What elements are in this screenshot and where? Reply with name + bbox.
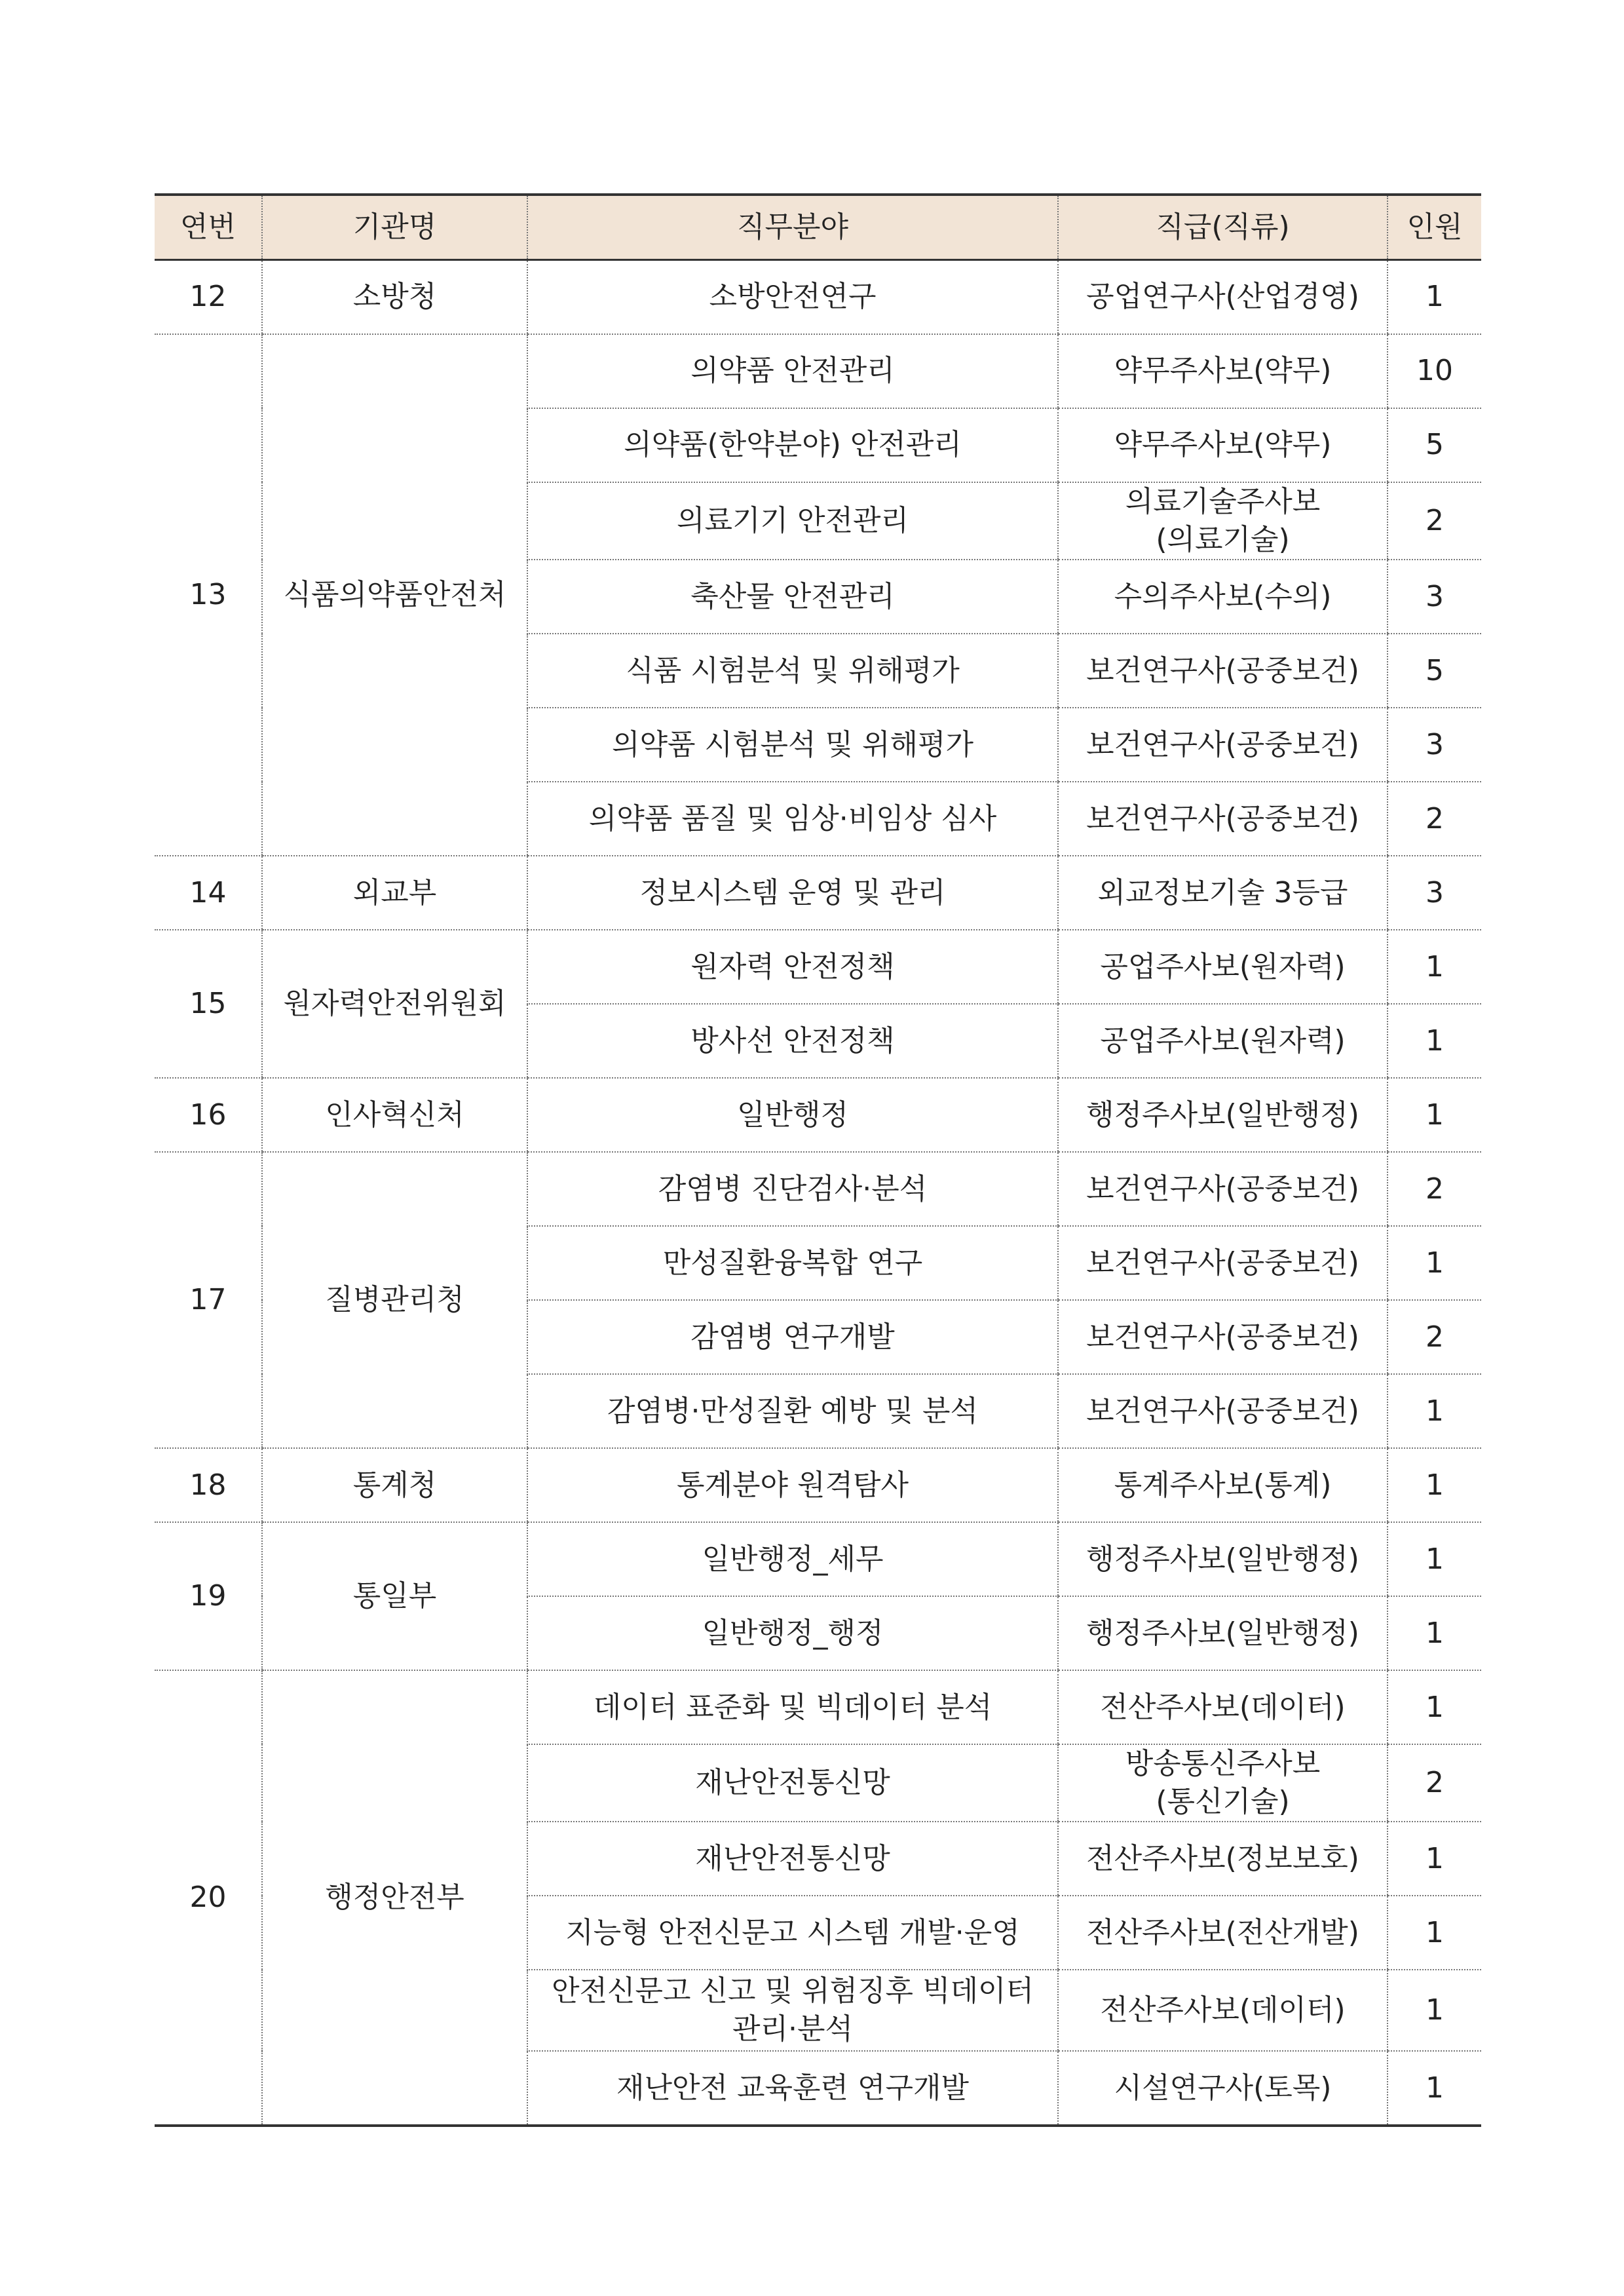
header-org: 기관명	[262, 195, 527, 260]
row-count: 1	[1388, 1670, 1481, 1744]
row-field: 의료기기 안전관리	[527, 482, 1058, 560]
row-field: 의약품(한약분야) 안전관리	[527, 408, 1058, 482]
row-count: 1	[1388, 1596, 1481, 1670]
table-row	[155, 1670, 1481, 1744]
row-count: 1	[1388, 1522, 1481, 1596]
row-no: 13	[155, 334, 262, 856]
row-count: 2	[1388, 482, 1481, 560]
table-row	[155, 1078, 1481, 1152]
row-count: 1	[1388, 1078, 1481, 1152]
row-no: 16	[155, 1078, 262, 1152]
header-grade: 직급(직류)	[1058, 195, 1388, 260]
row-count: 3	[1388, 856, 1481, 930]
row-field: 정보시스템 운영 및 관리	[527, 856, 1058, 930]
row-org: 외교부	[262, 856, 527, 930]
row-field: 안전신문고 신고 및 위험징후 빅데이터 관리·분석	[527, 1970, 1058, 2051]
recruitment-table	[155, 193, 1481, 2127]
table-row	[155, 334, 1481, 408]
row-field: 감염병·만성질환 예방 및 분석	[527, 1374, 1058, 1448]
row-grade: 공업주사보(원자력)	[1058, 930, 1388, 1004]
row-field: 의약품 안전관리	[527, 334, 1058, 408]
table-row	[155, 1152, 1481, 1226]
row-grade: 시설연구사(토목)	[1058, 2051, 1388, 2126]
row-grade: 행정주사보(일반행정)	[1058, 1596, 1388, 1670]
row-count: 1	[1388, 1374, 1481, 1448]
table-row	[155, 856, 1481, 930]
row-field: 감염병 연구개발	[527, 1300, 1058, 1374]
row-field: 재난안전통신망	[527, 1822, 1058, 1896]
row-count: 3	[1388, 708, 1481, 782]
row-count: 1	[1388, 1004, 1481, 1078]
row-grade: 보건연구사(공중보건)	[1058, 1374, 1388, 1448]
row-org: 행정안전부	[262, 1670, 527, 2126]
row-field: 원자력 안전정책	[527, 930, 1058, 1004]
row-grade: 의료기술주사보(의료기술)	[1058, 482, 1388, 560]
header-count: 인원	[1388, 195, 1481, 260]
row-no: 12	[155, 260, 262, 335]
row-org: 식품의약품안전처	[262, 334, 527, 856]
row-no: 19	[155, 1522, 262, 1670]
row-field: 지능형 안전신문고 시스템 개발·운영	[527, 1896, 1058, 1970]
row-grade: 행정주사보(일반행정)	[1058, 1078, 1388, 1152]
table-row	[155, 1448, 1481, 1522]
row-field: 축산물 안전관리	[527, 560, 1058, 634]
row-org: 통일부	[262, 1522, 527, 1670]
row-count: 1	[1388, 930, 1481, 1004]
row-count: 1	[1388, 1970, 1481, 2051]
row-field: 통계분야 원격탐사	[527, 1448, 1058, 1522]
row-org: 원자력안전위원회	[262, 930, 527, 1078]
row-count: 5	[1388, 634, 1481, 708]
row-count: 1	[1388, 1226, 1481, 1300]
row-count: 5	[1388, 408, 1481, 482]
row-field: 소방안전연구	[527, 260, 1058, 335]
row-field: 재난안전 교육훈련 연구개발	[527, 2051, 1058, 2126]
row-no: 17	[155, 1152, 262, 1448]
row-count: 2	[1388, 1300, 1481, 1374]
row-grade: 약무주사보(약무)	[1058, 334, 1388, 408]
row-count: 1	[1388, 260, 1481, 335]
row-grade: 공업주사보(원자력)	[1058, 1004, 1388, 1078]
row-grade: 통계주사보(통계)	[1058, 1448, 1388, 1522]
header-no: 연번	[155, 195, 262, 260]
row-field: 재난안전통신망	[527, 1744, 1058, 1822]
row-field: 데이터 표준화 및 빅데이터 분석	[527, 1670, 1058, 1744]
row-org: 질병관리청	[262, 1152, 527, 1448]
row-grade: 공업연구사(산업경영)	[1058, 260, 1388, 335]
row-count: 2	[1388, 1152, 1481, 1226]
row-grade: 보건연구사(공중보건)	[1058, 634, 1388, 708]
row-count: 3	[1388, 560, 1481, 634]
row-no: 18	[155, 1448, 262, 1522]
row-grade: 전산주사보(데이터)	[1058, 1970, 1388, 2051]
row-grade: 보건연구사(공중보건)	[1058, 1152, 1388, 1226]
row-org: 소방청	[262, 260, 527, 335]
row-grade: 행정주사보(일반행정)	[1058, 1522, 1388, 1596]
table-header-row	[155, 195, 1481, 260]
row-field: 방사선 안전정책	[527, 1004, 1058, 1078]
row-field: 의약품 시험분석 및 위해평가	[527, 708, 1058, 782]
header-field: 직무분야	[527, 195, 1058, 260]
row-grade: 보건연구사(공중보건)	[1058, 1226, 1388, 1300]
row-grade: 수의주사보(수의)	[1058, 560, 1388, 634]
row-count: 10	[1388, 334, 1481, 408]
row-field: 만성질환융복합 연구	[527, 1226, 1058, 1300]
row-field: 감염병 진단검사·분석	[527, 1152, 1058, 1226]
row-count: 1	[1388, 2051, 1481, 2126]
row-grade: 보건연구사(공중보건)	[1058, 782, 1388, 856]
row-field: 일반행정	[527, 1078, 1058, 1152]
row-field: 일반행정_행정	[527, 1596, 1058, 1670]
row-count: 2	[1388, 782, 1481, 856]
row-grade: 전산주사보(전산개발)	[1058, 1896, 1388, 1970]
row-grade: 약무주사보(약무)	[1058, 408, 1388, 482]
row-grade: 보건연구사(공중보건)	[1058, 1300, 1388, 1374]
row-count: 2	[1388, 1744, 1481, 1822]
row-org: 통계청	[262, 1448, 527, 1522]
row-grade: 외교정보기술 3등급	[1058, 856, 1388, 930]
row-grade: 전산주사보(정보보호)	[1058, 1822, 1388, 1896]
table-row	[155, 930, 1481, 1004]
row-grade: 방송통신주사보(통신기술)	[1058, 1744, 1388, 1822]
table-row	[155, 260, 1481, 335]
row-org: 인사혁신처	[262, 1078, 527, 1152]
table-row	[155, 1522, 1481, 1596]
row-field: 일반행정_세무	[527, 1522, 1058, 1596]
row-no: 20	[155, 1670, 262, 2126]
row-count: 1	[1388, 1822, 1481, 1896]
row-count: 1	[1388, 1896, 1481, 1970]
row-no: 15	[155, 930, 262, 1078]
row-grade: 보건연구사(공중보건)	[1058, 708, 1388, 782]
row-count: 1	[1388, 1448, 1481, 1522]
row-field: 식품 시험분석 및 위해평가	[527, 634, 1058, 708]
row-no: 14	[155, 856, 262, 930]
row-field: 의약품 품질 및 임상·비임상 심사	[527, 782, 1058, 856]
row-grade: 전산주사보(데이터)	[1058, 1670, 1388, 1744]
